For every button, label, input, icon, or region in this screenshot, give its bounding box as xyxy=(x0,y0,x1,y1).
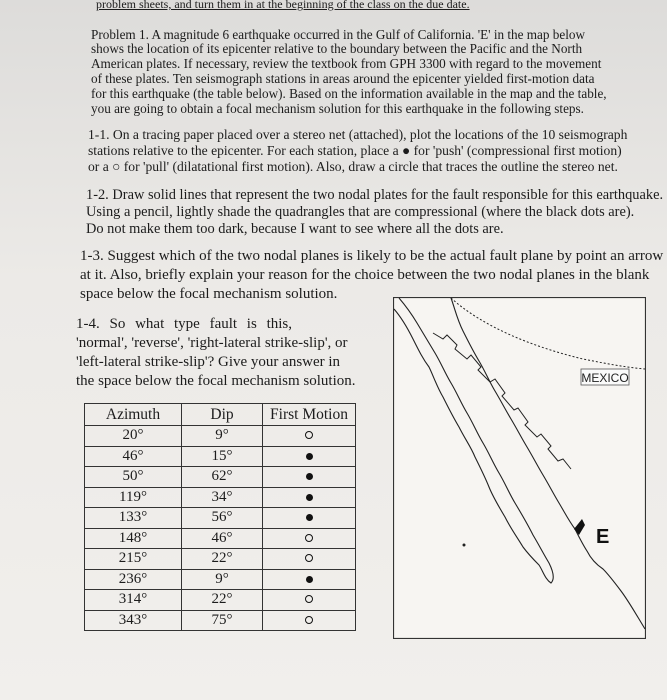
table-row xyxy=(85,610,356,631)
first-motion-cell xyxy=(263,446,356,467)
q1-4-line-2: 'normal', 'reverse', 'right-lateral strike-slip', or xyxy=(76,335,348,351)
first-motion-cell xyxy=(263,549,356,570)
first-motion-cell xyxy=(263,610,356,631)
q1-3-line-2: at it. Also, briefly explain your reason for the choice between the two nodal planes in the blank xyxy=(80,267,650,283)
dip-cell: 34° xyxy=(182,487,263,508)
azimuth-header: Azimuth xyxy=(85,404,182,426)
first-motion-cell xyxy=(263,528,356,549)
azimuth-cell: 236° xyxy=(85,569,182,590)
push-dot-icon xyxy=(306,576,313,583)
q1-4-line-3: 'left-lateral strike-slip'? Give your answer in xyxy=(76,354,341,370)
dip-cell: 9° xyxy=(182,569,263,590)
epicenter-label: E xyxy=(596,526,610,548)
table-row xyxy=(85,528,356,549)
dip-cell: 9° xyxy=(182,426,263,447)
table-row xyxy=(85,487,356,508)
azimuth-cell: 314° xyxy=(85,590,182,611)
table-row xyxy=(85,569,356,590)
table-row xyxy=(85,549,356,570)
azimuth-cell: 119° xyxy=(85,487,182,508)
pull-circle-icon xyxy=(305,431,313,439)
pull-circle-icon xyxy=(305,616,313,624)
first-motion-cell xyxy=(263,467,356,488)
first-motion-cell xyxy=(263,426,356,447)
azimuth-cell: 46° xyxy=(85,446,182,467)
pull-circle-icon xyxy=(305,554,313,562)
dip-cell: 56° xyxy=(182,508,263,529)
table-row xyxy=(85,426,356,447)
problem-intro-line-5: for this earthquake (the table below). Based on the information available in the map and the table, xyxy=(91,86,607,101)
dip-cell: 22° xyxy=(182,549,263,570)
q1-1-line-1: 1-1. On a tracing paper placed over a stereo net (attached), plot the locations of the 10 seismograph xyxy=(88,127,628,142)
azimuth-cell: 133° xyxy=(85,508,182,529)
first-motion-header: First Motion xyxy=(263,404,356,426)
first-motion-cell xyxy=(263,487,356,508)
first-motion-cell xyxy=(263,590,356,611)
first-motion-cell xyxy=(263,508,356,529)
push-dot-icon xyxy=(306,473,313,480)
q1-2-line-1: 1-2. Draw solid lines that represent the two nodal plates for the fault responsible for this earthquake. xyxy=(86,187,664,203)
problem-intro-line-6: you are going to obtain a focal mechanism solution for this earthquake in the following steps. xyxy=(91,101,584,116)
table-body xyxy=(85,426,356,631)
q1-4-line-4: the space below the focal mechanism solution. xyxy=(76,373,356,389)
azimuth-cell: 50° xyxy=(85,467,182,488)
azimuth-cell: 148° xyxy=(85,528,182,549)
problem-intro-line-1: Problem 1. A magnitude 6 earthquake occurred in the Gulf of California. 'E' in the map below xyxy=(91,27,586,42)
table-row xyxy=(85,467,356,488)
first-motion-cell xyxy=(263,569,356,590)
q1-2-line-2: Using a pencil, lightly shade the quadrangles that are compressional (where the black dots are). xyxy=(86,204,635,220)
map-frame xyxy=(394,298,646,639)
q1-1-line-3: or a ○ for 'pull' (dilatational first motion). Also, draw a circle that traces the outline the stereo net. xyxy=(88,159,618,174)
dip-cell: 22° xyxy=(182,590,263,611)
dip-header: Dip xyxy=(182,404,263,426)
azimuth-cell: 215° xyxy=(85,549,182,570)
q1-4-line-1: 1-4. So what type fault is this, xyxy=(76,316,292,332)
problem-intro-line-2: shows the location of its epicenter relative to the boundary between the Pacific and the North xyxy=(91,41,583,56)
push-dot-icon xyxy=(306,494,313,501)
gulf-of-california-map xyxy=(393,297,646,639)
q1-3-line-3: space below the focal mechanism solution. xyxy=(80,286,338,302)
q1-3-line-1: 1-3. Suggest which of the two nodal planes is likely to be the actual fault plane by point an arrow xyxy=(80,248,664,264)
pull-circle-icon xyxy=(305,534,313,542)
dip-cell: 15° xyxy=(182,446,263,467)
q1-1-line-2: stations relative to the epicenter. For each station, place a ● for 'push' (compressional first motion) xyxy=(88,143,622,158)
header-line: problem sheets, and turn them in at the beginning of the class on the due date. xyxy=(96,0,470,11)
dip-cell: 75° xyxy=(182,610,263,631)
dip-cell: 62° xyxy=(182,467,263,488)
table-header-row xyxy=(85,404,356,426)
problem-intro-line-4: of these plates. Ten seismograph stations in areas around the epicenter yielded first-motion data xyxy=(91,71,595,86)
map-speck xyxy=(463,544,466,547)
table-row xyxy=(85,446,356,467)
station-table xyxy=(84,403,356,631)
azimuth-cell: 343° xyxy=(85,610,182,631)
table-row xyxy=(85,590,356,611)
pull-circle-icon xyxy=(305,595,313,603)
problem-intro-line-3: American plates. If necessary, review the textbook from GPH 3300 with regard to the movement xyxy=(91,56,602,71)
azimuth-cell: 20° xyxy=(85,426,182,447)
mexico-label: MEXICO xyxy=(581,371,629,385)
q1-2-line-3: Do not make them too dark, because I want to see where all the dots are. xyxy=(86,221,504,237)
table-row xyxy=(85,508,356,529)
dip-cell: 46° xyxy=(182,528,263,549)
push-dot-icon xyxy=(306,514,313,521)
push-dot-icon xyxy=(306,453,313,460)
